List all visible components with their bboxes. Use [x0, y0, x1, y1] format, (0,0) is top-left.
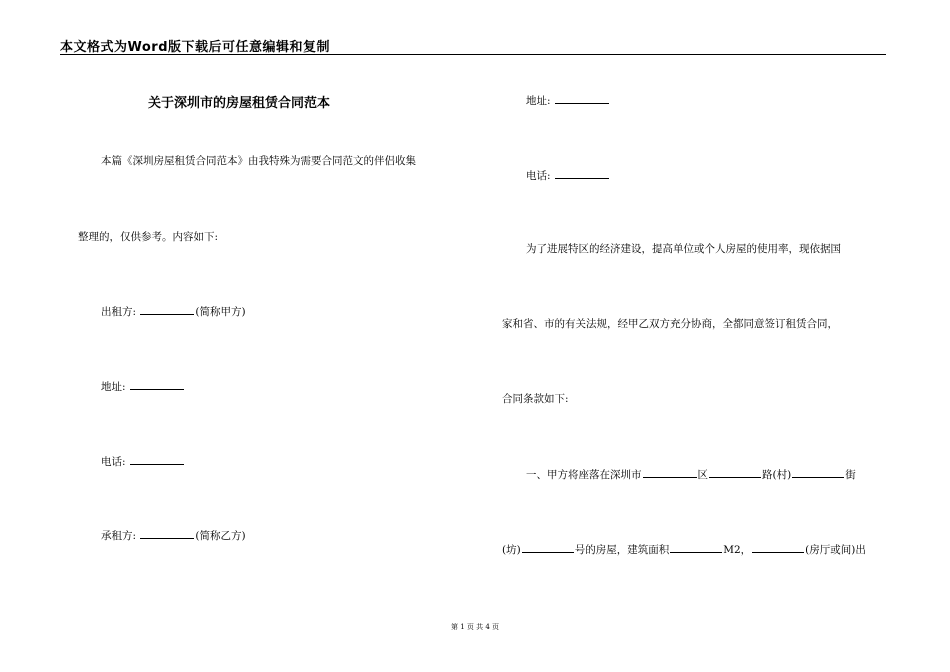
- clause1-end: (房厅或间)出: [805, 544, 866, 556]
- lessor-phone-blank: [130, 454, 184, 465]
- lessee-phone-label: 电话:: [526, 170, 551, 182]
- area-blank: [670, 542, 722, 553]
- lessor-address-blank: [130, 379, 184, 390]
- header-title: 本文格式为Word版下载后可任意编辑和复制: [60, 40, 331, 55]
- city-blank: [643, 467, 697, 478]
- para1-line-1: 为了进展特区的经济建设，提高单位或个人房屋的使用率，现依据国: [526, 243, 841, 255]
- document-title: 关于深圳市的房屋租赁合同范本: [148, 96, 331, 111]
- lessor-suffix: (简称甲方): [195, 306, 246, 318]
- clause1-line-1: [526, 467, 856, 482]
- lessee-address-line: [526, 93, 610, 108]
- clause1-road: 路(村): [762, 469, 792, 481]
- lessor-blank: [140, 304, 194, 315]
- page-footer: 第 1 页 共 4 页: [450, 623, 500, 631]
- intro-line-1: 本篇《深圳房屋租赁合同范本》由我特殊为需要合同范文的伴侣收集: [101, 155, 416, 167]
- lessee-label: 承租方:: [101, 530, 137, 542]
- lessee-blank: [140, 528, 194, 539]
- clause1-line2-start: (坊): [502, 544, 521, 556]
- lessor-label: 出租方:: [101, 306, 137, 318]
- intro-line-2: 整理的，仅供参考。内容如下:: [78, 231, 219, 243]
- district-blank: [709, 467, 761, 478]
- lessee-line: [101, 528, 246, 543]
- para1-line-3: 合同条款如下:: [502, 393, 569, 405]
- page-header: [60, 36, 886, 55]
- clause1-unit: M2，: [723, 544, 752, 556]
- clause1-prefix: 一、甲方将座落在深圳市: [526, 469, 642, 481]
- clause1-line-2: [502, 542, 866, 557]
- road-blank: [792, 467, 844, 478]
- lessee-phone-blank: [555, 168, 609, 179]
- house-number-blank: [522, 542, 574, 553]
- lessor-phone-line: [101, 454, 185, 469]
- lessor-address-line: [101, 379, 185, 394]
- clause1-street: 街: [845, 469, 856, 481]
- rooms-blank: [752, 542, 804, 553]
- lessee-address-label: 地址:: [526, 95, 551, 107]
- lessor-phone-label: 电话:: [101, 456, 126, 468]
- clause1-house: 号的房屋，建筑面积: [574, 544, 670, 556]
- lessee-suffix: (简称乙方): [195, 530, 246, 542]
- lessee-phone-line: [526, 168, 610, 183]
- para1-line-2: 家和省、市的有关法规，经甲乙双方充分协商，全都同意签订租赁合同，: [502, 318, 838, 330]
- lessor-address-label: 地址:: [101, 381, 126, 393]
- clause1-district: 区: [697, 469, 708, 481]
- lessor-line: [101, 304, 246, 319]
- lessee-address-blank: [555, 93, 609, 104]
